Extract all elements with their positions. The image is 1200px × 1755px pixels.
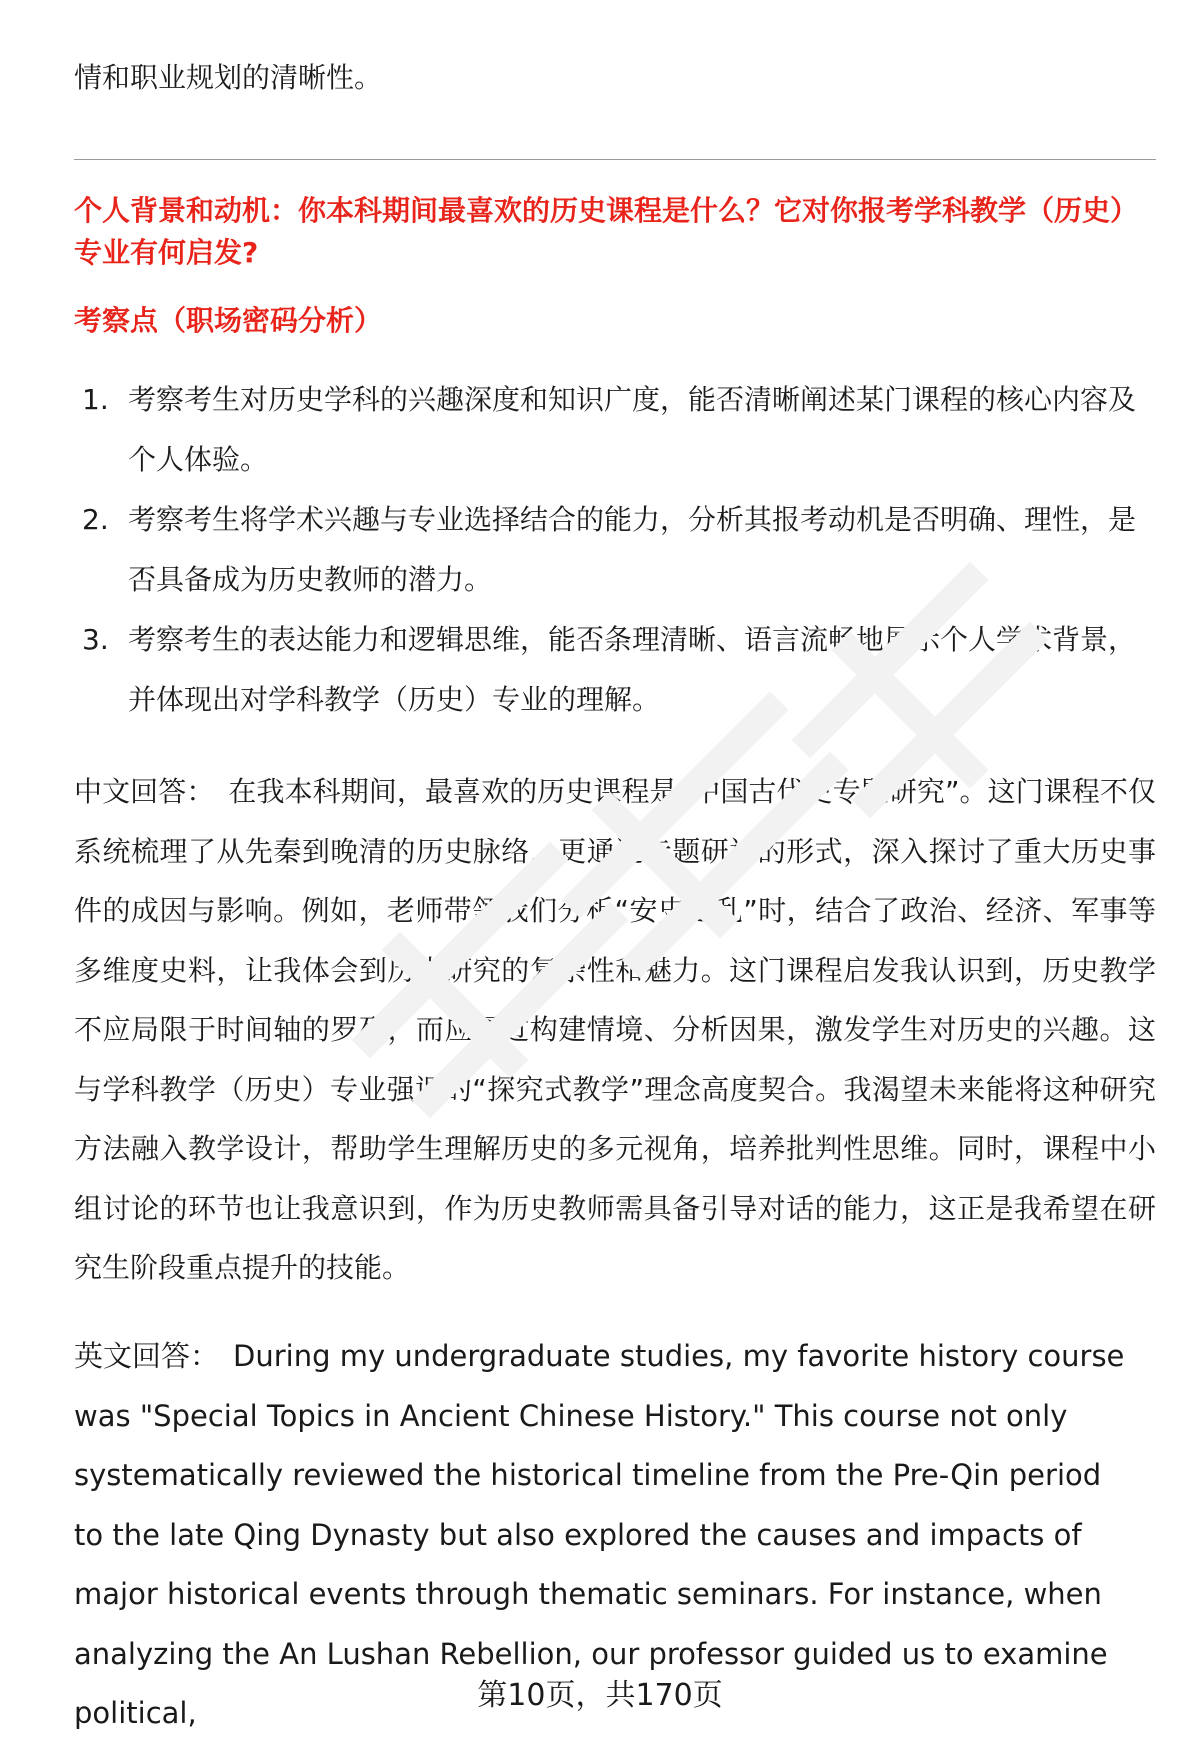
list-item bbox=[74, 610, 1156, 730]
list-item-number: 2. bbox=[82, 503, 109, 536]
intro-tail-text: 情和职业规划的清晰性。 bbox=[74, 61, 383, 94]
list-item-text: 考察考生对历史学科的兴趣深度和知识广度，能否清晰阐述某门课程的核心内容及个人体验。 bbox=[128, 383, 1137, 476]
chinese-answer-paragraph bbox=[74, 762, 1156, 1298]
focus-points-list bbox=[74, 370, 1156, 730]
english-answer-label: 英文回答： bbox=[74, 1339, 220, 1373]
list-item-number: 1. bbox=[82, 383, 109, 416]
list-item-text: 考察考生将学术兴趣与专业选择结合的能力，分析其报考动机是否明确、理性，是否具备成为历史教师的潜力。 bbox=[128, 503, 1137, 596]
focus-heading: 考察点（职场密码分析） bbox=[74, 304, 383, 337]
chinese-answer-text: 在我本科期间，最喜欢的历史课程是“中国古代史专题研究”。这门课程不仅系统梳理了从先秦到晚清的历史脉络，更通过专题研讨的形式，深入探讨了重大历史事件的成因与影响。例如，老师带领我们分析“安史之乱”时，结合了政治、经济、军事等多维度史料，让我体会到历史研究的复杂性和魅力。这门课程启发我认识到，历史教学不应局限于时间轴的罗列，而应通过构建情境、分析因果，激发学生对历史的兴趣。这与学科教学（历史）专业强调的“探究式教学”理念高度契合。我渴望未来能将这种研究方法融入教学设计，帮助学生理解历史的多元视角，培养批判性思维。同时，课程中小组讨论的环节也让我意识到，作为历史教师需具备引导对话的能力，这正是我希望在研究生阶段重点提升的技能。 bbox=[74, 775, 1156, 1284]
list-item bbox=[74, 490, 1156, 610]
section-divider bbox=[74, 159, 1156, 160]
question-heading: 个人背景和动机：你本科期间最喜欢的历史课程是什么？它对你报考学科教学（历史）专业有何启发? bbox=[74, 194, 1139, 269]
english-answer-text: During my undergraduate studies, my favorite history course was "Special Topics in Ancient Chinese History." This course not only systematically reviewed the historical timeline from the Pre-Qin period to the late Qing Dynasty but also explored the causes and impacts of major historical events through thematic seminars. For instance, when analyzing the An Lushan Rebellion, our professor guided us to examine political, bbox=[74, 1339, 1125, 1730]
list-item bbox=[74, 370, 1156, 490]
list-item-text: 考察考生的表达能力和逻辑思维，能否条理清晰、语言流畅地展示个人学术背景，并体现出对学科教学（历史）专业的理解。 bbox=[128, 623, 1137, 716]
page-number-footer: 第10页，共170页 bbox=[477, 1678, 723, 1713]
chinese-answer-label: 中文回答： bbox=[74, 775, 215, 808]
list-item-number: 3. bbox=[82, 623, 109, 656]
